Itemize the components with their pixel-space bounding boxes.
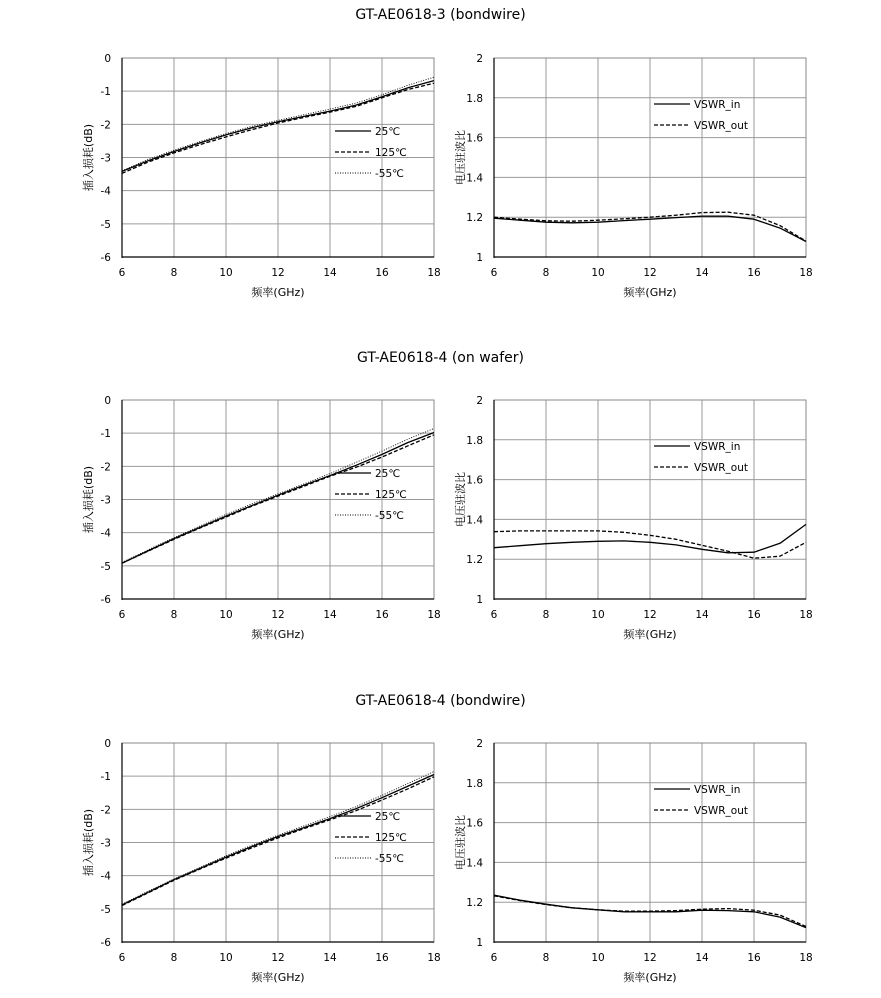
- x-tick-label: 10: [591, 952, 605, 964]
- y-tick-label: 1.6: [466, 817, 483, 830]
- y-tick-label: -4: [100, 870, 111, 883]
- vswr-chart-1: [453, 53, 813, 299]
- y-tick-label: 1: [476, 252, 483, 264]
- y-tick-label: 1.2: [466, 897, 483, 910]
- x-tick-label: 6: [490, 609, 498, 621]
- x-tick-label: 16: [375, 952, 389, 964]
- y-tick-label: -6: [100, 594, 111, 606]
- y-tick-label: 1.8: [466, 777, 483, 790]
- legend-label: VSWR_out: [694, 805, 748, 817]
- x-tick-label: 14: [323, 267, 337, 279]
- y-tick-label: -3: [100, 837, 111, 850]
- x-tick-label: 14: [695, 609, 709, 621]
- x-tick-label: 12: [643, 952, 657, 964]
- y-tick-label: 2: [476, 53, 483, 65]
- y-tick-label: 1: [476, 594, 483, 606]
- insertion-loss-chart-3: [81, 738, 441, 984]
- y-tick-label: 2: [476, 395, 483, 407]
- x-tick-label: 16: [747, 267, 761, 279]
- legend-label: -55℃: [375, 853, 404, 865]
- y-tick-label: 1.2: [466, 554, 483, 567]
- y-tick-label: 1.4: [466, 857, 483, 870]
- y-tick-label: -3: [100, 494, 111, 507]
- x-tick-label: 18: [799, 267, 813, 279]
- x-tick-label: 8: [170, 952, 178, 964]
- x-tick-label: 10: [219, 267, 233, 279]
- x-tick-label: 6: [118, 952, 126, 964]
- legend-label: 125℃: [375, 489, 407, 501]
- legend-label: -55℃: [375, 168, 404, 180]
- x-tick-label: 14: [695, 267, 709, 279]
- y-tick-label: -5: [100, 560, 111, 573]
- y-tick-label: 0: [104, 738, 111, 750]
- y-tick-label: -4: [100, 185, 111, 198]
- x-axis-label: 频率(GHz): [251, 286, 305, 299]
- vswr-chart-2: [453, 395, 813, 641]
- y-axis-label: 电压驻波比: [454, 815, 467, 870]
- x-axis-label: 频率(GHz): [251, 628, 305, 641]
- insertion-loss-chart-2: [81, 395, 441, 641]
- y-tick-label: 0: [104, 395, 111, 407]
- x-tick-label: 12: [271, 609, 285, 621]
- x-tick-label: 14: [323, 609, 337, 621]
- x-tick-label: 12: [271, 267, 285, 279]
- x-tick-label: 16: [747, 952, 761, 964]
- x-tick-label: 8: [542, 267, 550, 279]
- y-tick-label: -6: [100, 252, 111, 264]
- y-axis-label: 插入损耗(dB): [82, 808, 95, 877]
- y-tick-label: -5: [100, 218, 111, 231]
- y-tick-label: -1: [100, 428, 111, 441]
- x-tick-label: 12: [271, 952, 285, 964]
- x-tick-label: 10: [591, 267, 605, 279]
- legend-label: VSWR_in: [694, 441, 741, 453]
- x-tick-label: 18: [427, 609, 441, 621]
- x-tick-label: 18: [427, 267, 441, 279]
- x-tick-label: 10: [591, 609, 605, 621]
- y-tick-label: 1.4: [466, 514, 483, 527]
- x-tick-label: 12: [643, 267, 657, 279]
- y-axis-label: 插入损耗(dB): [82, 465, 95, 534]
- x-axis-label: 频率(GHz): [623, 286, 677, 299]
- x-tick-label: 16: [375, 267, 389, 279]
- x-axis-label: 频率(GHz): [623, 628, 677, 641]
- y-tick-label: -2: [100, 119, 111, 132]
- y-tick-label: 1.8: [466, 434, 483, 447]
- legend-label: VSWR_in: [694, 99, 741, 111]
- x-tick-label: 8: [170, 267, 178, 279]
- legend-label: VSWR_out: [694, 120, 748, 132]
- legend-label: 25℃: [375, 811, 401, 823]
- x-tick-label: 8: [542, 952, 550, 964]
- y-tick-label: 1.6: [466, 474, 483, 487]
- x-tick-label: 16: [375, 609, 389, 621]
- x-tick-label: 14: [323, 952, 337, 964]
- insertion-loss-chart-1: [81, 53, 441, 299]
- x-axis-label: 频率(GHz): [623, 971, 677, 984]
- x-tick-label: 10: [219, 609, 233, 621]
- x-tick-label: 18: [427, 952, 441, 964]
- y-tick-label: 1.4: [466, 172, 483, 185]
- x-tick-label: 8: [542, 609, 550, 621]
- section-title-1: GT-AE0618-3 (bondwire): [355, 7, 526, 23]
- x-tick-label: 10: [219, 952, 233, 964]
- legend-label: 125℃: [375, 147, 407, 159]
- y-tick-label: -2: [100, 804, 111, 817]
- section-title-2: GT-AE0618-4 (on wafer): [357, 350, 524, 366]
- y-tick-label: -5: [100, 903, 111, 916]
- section-title-3: GT-AE0618-4 (bondwire): [355, 693, 526, 709]
- y-axis-label: 电压驻波比: [454, 472, 467, 527]
- x-tick-label: 18: [799, 609, 813, 621]
- legend-label: 125℃: [375, 832, 407, 844]
- legend-label: VSWR_out: [694, 462, 748, 474]
- legend-label: -55℃: [375, 510, 404, 522]
- x-tick-label: 8: [170, 609, 178, 621]
- x-tick-label: 6: [118, 609, 126, 621]
- legend-label: VSWR_in: [694, 784, 741, 796]
- y-tick-label: -1: [100, 771, 111, 784]
- y-tick-label: -6: [100, 937, 111, 949]
- y-tick-label: 1.2: [466, 212, 483, 225]
- x-tick-label: 16: [747, 609, 761, 621]
- legend-label: 25℃: [375, 126, 401, 138]
- y-tick-label: 1.8: [466, 92, 483, 105]
- y-tick-label: -1: [100, 86, 111, 99]
- vswr-chart-3: [453, 738, 813, 984]
- y-tick-label: 0: [104, 53, 111, 65]
- x-tick-label: 6: [118, 267, 126, 279]
- y-tick-label: 1.6: [466, 132, 483, 145]
- x-tick-label: 18: [799, 952, 813, 964]
- x-tick-label: 6: [490, 952, 498, 964]
- x-tick-label: 6: [490, 267, 498, 279]
- y-tick-label: 1: [476, 937, 483, 949]
- x-axis-label: 频率(GHz): [251, 971, 305, 984]
- y-axis-label: 电压驻波比: [454, 130, 467, 185]
- y-tick-label: -2: [100, 461, 111, 474]
- y-axis-label: 插入损耗(dB): [82, 123, 95, 192]
- x-tick-label: 14: [695, 952, 709, 964]
- x-tick-label: 12: [643, 609, 657, 621]
- legend-label: 25℃: [375, 468, 401, 480]
- y-tick-label: -3: [100, 152, 111, 165]
- y-tick-label: 2: [476, 738, 483, 750]
- y-tick-label: -4: [100, 527, 111, 540]
